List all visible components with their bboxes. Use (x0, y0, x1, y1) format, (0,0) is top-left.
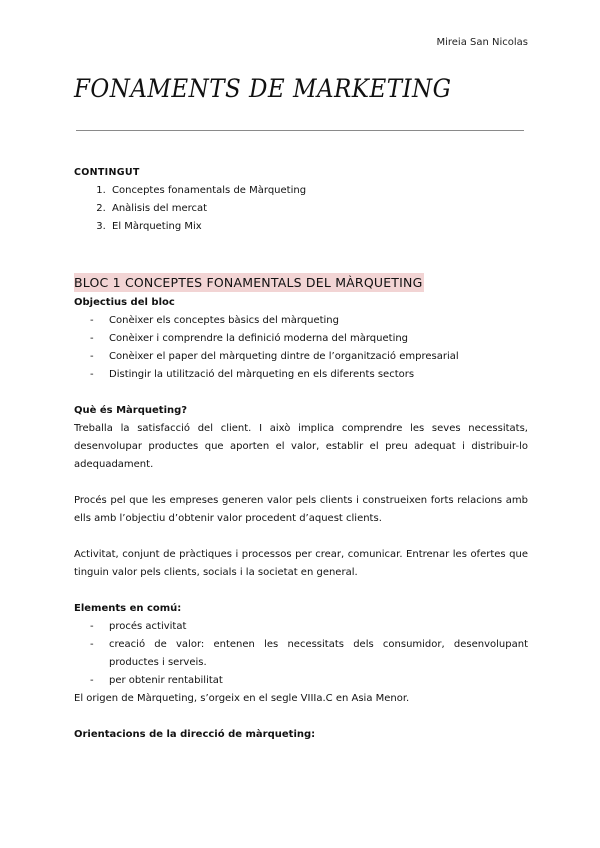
list-item: - Conèixer i comprendre la definició moderna del màrqueting (90, 333, 409, 344)
list-item: - Conèixer els conceptes bàsics del màrqueting (90, 315, 339, 326)
list-item: - per obtenir rentabilitat (90, 675, 223, 686)
document-body (74, 164, 528, 744)
title-divider (76, 130, 524, 131)
contents-list (74, 182, 528, 236)
orientations-heading: Orientacions de la direcció de màrqueting: (74, 729, 316, 740)
objectives-heading: Objectius del bloc (74, 297, 175, 308)
elements-heading: Elements en comú: (74, 603, 182, 614)
contents-item: 2. Anàlisis del mercat (109, 200, 528, 218)
list-item: - Distingir la utilització del màrqueting en els diferents sectors (90, 369, 415, 380)
document-title: FONAMENTS DE MARKETING (74, 74, 452, 103)
objectives-list (74, 312, 528, 384)
contents-item: 1. Conceptes fonamentals de Màrqueting (109, 182, 528, 200)
paragraph: El origen de Màrqueting, s’orgeix en el segle VIIIa.C en Asia Menor. (74, 693, 410, 704)
contents-item: 3. El Màrqueting Mix (109, 218, 528, 236)
section-heading: BLOC 1 CONCEPTES FONAMENTALS DEL MÀRQUETING (74, 275, 423, 290)
list-item: - procés activitat (90, 621, 187, 632)
paragraph: Treballa la satisfacció del client. I això implica comprendre les seves necessitats, desenvolupar productes que aporten el valor, establir el preu adequat i distribuir-lo adequadament. (74, 423, 528, 470)
list-item: - creació de valor: entenen les necessitats dels consumidor, desenvolupant productes i serveis. (90, 639, 528, 668)
paragraph: Procés pel que les empreses generen valor pels clients i construeixen forts relacions amb ells amb l’objectiu d’obtenir valor procedent d’aquest clients. (74, 495, 528, 524)
author-name: Mireia San Nicolas (436, 37, 528, 48)
contents-heading: CONTINGUT (74, 167, 140, 178)
what-is-heading: Què és Màrqueting? (74, 405, 188, 416)
paragraph: Activitat, conjunt de pràctiques i processos per crear, comunicar. Entrenar les ofertes que tinguin valor pels clients, socials i la societat en general. (74, 549, 528, 578)
elements-list (74, 618, 528, 690)
list-item: - Conèixer el paper del màrqueting dintre de l’organització empresarial (90, 351, 459, 362)
